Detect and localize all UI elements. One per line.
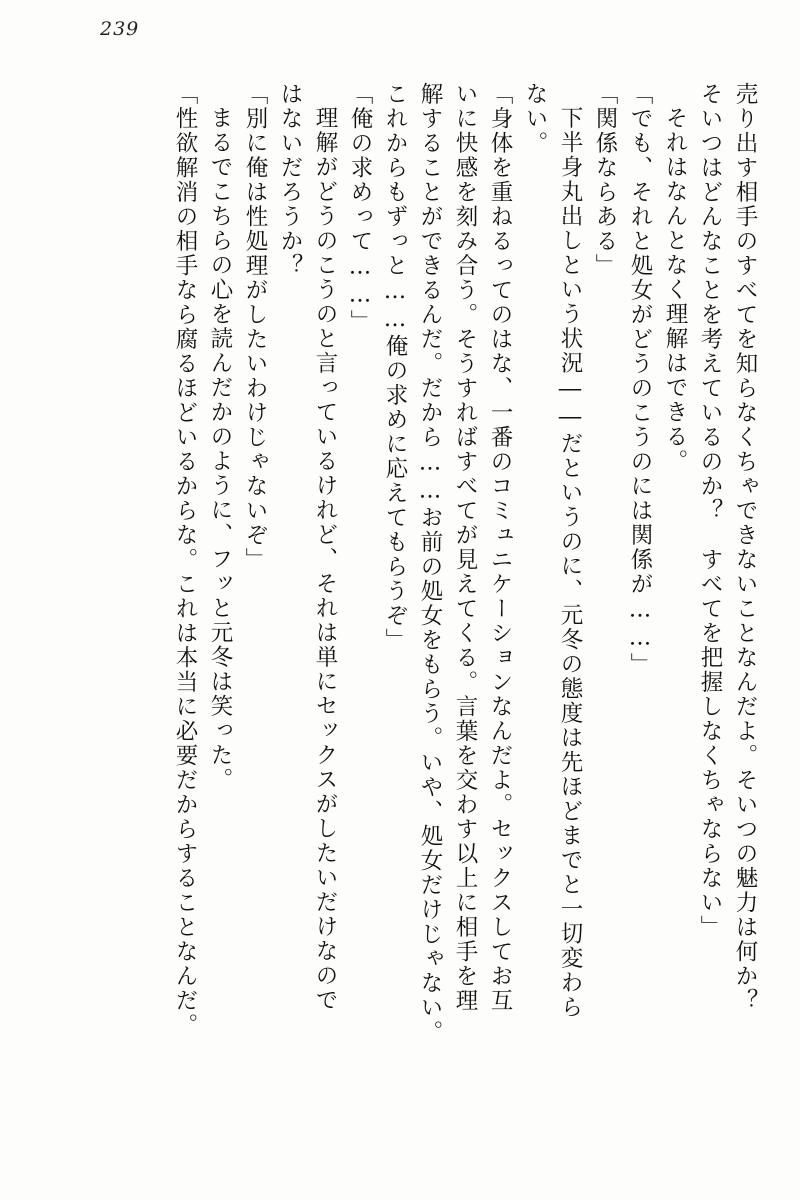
- text-line: それはなんとなく理解はできる。: [662, 106, 688, 474]
- text-line: 「別に俺は性処理がしたいわけじゃないぞ」: [242, 82, 268, 572]
- text-line: 解することができるんだ。だから……お前の処女をもらう。いや、処女だけじゃない。: [417, 82, 443, 1045]
- text-line: 「でも、それと処女がどうのこうのには関係が……」: [627, 82, 653, 677]
- text-line: ない。: [522, 82, 548, 156]
- text-line: 下半身丸出しという状況――だというのに、元冬の態度は先ほどまでと一切変わら: [557, 106, 583, 1020]
- vertical-text-body: [44, 82, 756, 1154]
- text-line: 「俺の求めって……」: [347, 82, 373, 334]
- text-line: 売り出す相手のすべてを知らなくちゃできないことなんだよ。そいつの魅力は何か？: [732, 82, 758, 1013]
- text-line: 「性欲解消の相手なら腐るほどいるからな。これは本当に必要だからすることなんだ。: [172, 82, 198, 1038]
- text-line: これからもずっと……俺の求めに応えてもらうぞ」: [382, 82, 408, 653]
- text-line: はないだろうか？: [277, 82, 303, 278]
- text-line: 「身体を重ねるってのはな、一番のコミュニケーションなんだよ。セックスしてお互: [487, 82, 513, 1013]
- text-line: 理解がどうのこうのと言っているけれど、それは単にセックスがしたいだけなので: [312, 106, 338, 1013]
- text-line: まるでこちらの心を読んだかのように、フッと元冬は笑った。: [207, 106, 233, 792]
- text-line: いに快感を刻み合う。そうすればすべてが見えてくる。言葉を交わす以上に相手を理: [452, 82, 478, 1013]
- page-number: 239: [100, 18, 140, 40]
- text-line: 「関係ならある」: [592, 82, 618, 278]
- text-line: そいつはどんなことを考えているのか？ すべてを把握しなくちゃならない」: [697, 82, 723, 940]
